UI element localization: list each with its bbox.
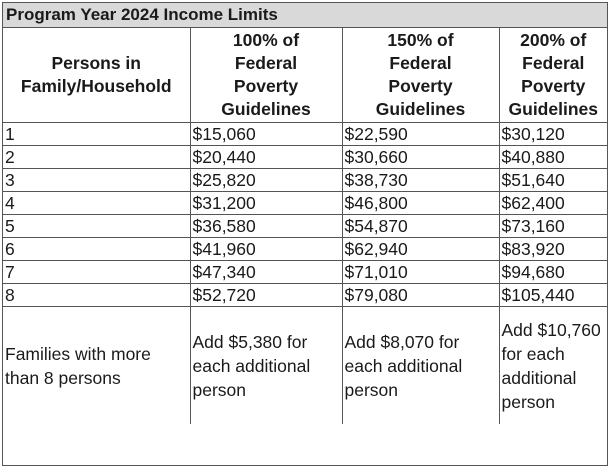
limit-200-cell: $73,160: [499, 215, 607, 238]
header-200-percent: 200% of Federal Poverty Guidelines: [499, 28, 607, 123]
header-100-percent: 100% of Federal Poverty Guidelines: [190, 28, 342, 123]
more-than-8-label: Families with more than 8 persons: [3, 307, 190, 425]
limit-150-cell: $38,730: [342, 169, 499, 192]
table-row: [3, 123, 607, 146]
persons-cell: 1: [3, 123, 190, 146]
income-limits-table: [3, 28, 607, 424]
limit-200-cell: $30,120: [499, 123, 607, 146]
header-row: [3, 28, 607, 123]
limit-150-cell: $71,010: [342, 261, 499, 284]
header-persons: Persons in Family/Household: [3, 28, 190, 123]
table-row: [3, 169, 607, 192]
limit-100-cell: $25,820: [190, 169, 342, 192]
limit-150-cell: $22,590: [342, 123, 499, 146]
limit-100-cell: $36,580: [190, 215, 342, 238]
limit-100-cell: $52,720: [190, 284, 342, 307]
persons-cell: 6: [3, 238, 190, 261]
add-100-cell: Add $5,380 for each additional person: [190, 307, 342, 425]
limit-100-cell: $41,960: [190, 238, 342, 261]
limit-100-cell: $31,200: [190, 192, 342, 215]
persons-cell: 8: [3, 284, 190, 307]
additional-persons-row: [3, 307, 607, 425]
limit-200-cell: $62,400: [499, 192, 607, 215]
limit-150-cell: $54,870: [342, 215, 499, 238]
header-150-percent: 150% of Federal Poverty Guidelines: [342, 28, 499, 123]
limit-200-cell: $94,680: [499, 261, 607, 284]
table-row: [3, 215, 607, 238]
persons-cell: 5: [3, 215, 190, 238]
limit-200-cell: $40,880: [499, 146, 607, 169]
limit-150-cell: $62,940: [342, 238, 499, 261]
persons-cell: 3: [3, 169, 190, 192]
persons-cell: 4: [3, 192, 190, 215]
persons-cell: 7: [3, 261, 190, 284]
limit-200-cell: $105,440: [499, 284, 607, 307]
table-row: [3, 238, 607, 261]
limit-200-cell: $51,640: [499, 169, 607, 192]
table-row: [3, 146, 607, 169]
table-title: Program Year 2024 Income Limits: [3, 3, 607, 28]
table-row: [3, 261, 607, 284]
table-row: [3, 192, 607, 215]
persons-cell: 2: [3, 146, 190, 169]
table-row: [3, 284, 607, 307]
limit-150-cell: $79,080: [342, 284, 499, 307]
limit-150-cell: $30,660: [342, 146, 499, 169]
limit-100-cell: $15,060: [190, 123, 342, 146]
limit-200-cell: $83,920: [499, 238, 607, 261]
limit-100-cell: $20,440: [190, 146, 342, 169]
add-150-cell: Add $8,070 for each additional person: [342, 307, 499, 425]
add-200-cell: Add $10,760 for each additional person: [499, 307, 607, 425]
limit-100-cell: $47,340: [190, 261, 342, 284]
income-limits-table-container: [2, 2, 608, 466]
limit-150-cell: $46,800: [342, 192, 499, 215]
